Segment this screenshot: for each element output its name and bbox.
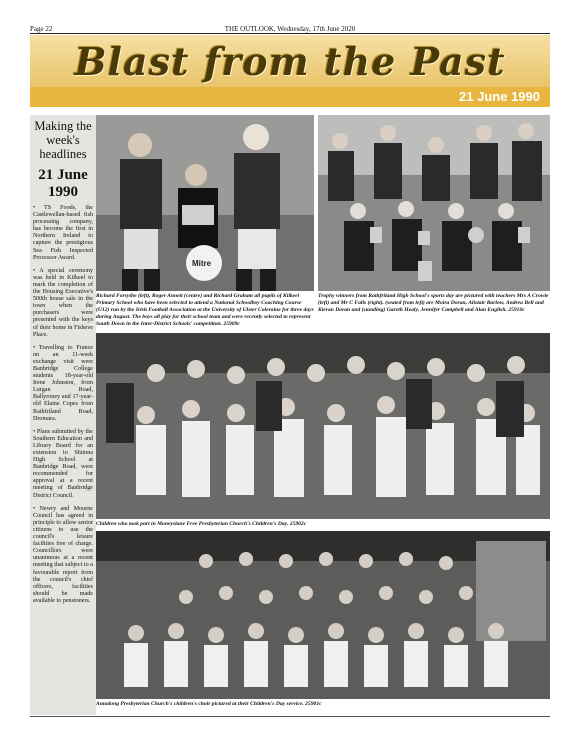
childrens-day-photo-image	[96, 333, 550, 519]
choir-photo-image	[96, 531, 550, 699]
childrens-day-photo	[96, 333, 550, 519]
trophy-caption: Trophy winners from Rathfriland High School's sports day are pictured with teachers Mrs A Crowie (left) and Mr C Falls (right). (seated from left) are Moira Doran, Alistair Barlow, Andrea Bell and Kieran Doran and (standing) Gareth Healy, Jennifer Campbell and Alan English. 25910c	[318, 293, 549, 313]
header-rule	[30, 33, 550, 34]
headline-item: • A special ceremony was held in Kilkeel to mark the completion of the Housing Executive's 500th house sale in the town when the purchasers were presented with the keys of their home in Fisheve Place.	[33, 267, 93, 338]
childrens-day-caption: Children who took part in Moneyslane Free Presbyterian Church's Children's Day. 25902c	[96, 521, 307, 527]
headline-item: • Travelling to France on an 11-week exchange visit were Banbridge College students 18-year-old Irene Johnston, from Lurgan Road, Ballyroney and 17-year-old Elaine Copes from Rathfriland Road, Dromara.	[33, 344, 93, 422]
publication-line: THE OUTLOOK, Wednesday, 17th June 2020	[224, 25, 356, 33]
sidebar-heading: Making the week's headlines	[34, 119, 92, 161]
banner	[30, 35, 550, 87]
headline-item: • Plans submitted by the Southern Education and Library Board for an extension to Shimna High School at Banbridge Road, were recommended for approval at a recent meeting of Banbridge District Council.	[33, 428, 93, 499]
football-caption: Richard Forsythe (left), Roger Annett (centre) and Richard Graham all pupils of Kilkeel Primary School who have been selected to attend a National Schoolboy Coaching Course (U12) run by the Irish Football Association at the University of Ulster Coleraine for three days during August. The boys all play for their school team and were recently selected to represent South Down in the Inter-District Schools' competition. 25909c	[96, 293, 314, 327]
sidebar-date: 21 June 1990	[38, 167, 88, 200]
trophy-photo	[318, 115, 550, 291]
ball-brand: Mitre	[192, 259, 212, 268]
headlines-sidebar	[30, 115, 96, 715]
headline-item: • Newry and Mourne Council has agreed in principle to allow senior citizens to use the council's leisure facilities free of charge. Councillors were unanimous at a recent meeting that subject to a favourable report from the council's chief officers, facilities should be made available to pensioners.	[33, 505, 93, 604]
footer-rule	[30, 716, 550, 717]
choir-caption: Annalong Presbyterian Church's children's choir pictured at their Children's Day service. 25901c	[96, 701, 322, 707]
page-number: Page 22	[30, 25, 53, 33]
choir-photo	[96, 531, 550, 699]
banner-title: Blast from the Past	[74, 39, 506, 84]
date-bar	[30, 87, 550, 107]
banner-date: 21 June 1990	[459, 89, 540, 104]
headline-item: • TS Foods, the Castlewellan-based fish processing company, has become the first in Northern Ireland to capture the prestigious Sea Fish Inspected Processor Award.	[33, 205, 94, 261]
trophy-photo-image	[318, 115, 550, 291]
football-photo	[96, 115, 314, 291]
